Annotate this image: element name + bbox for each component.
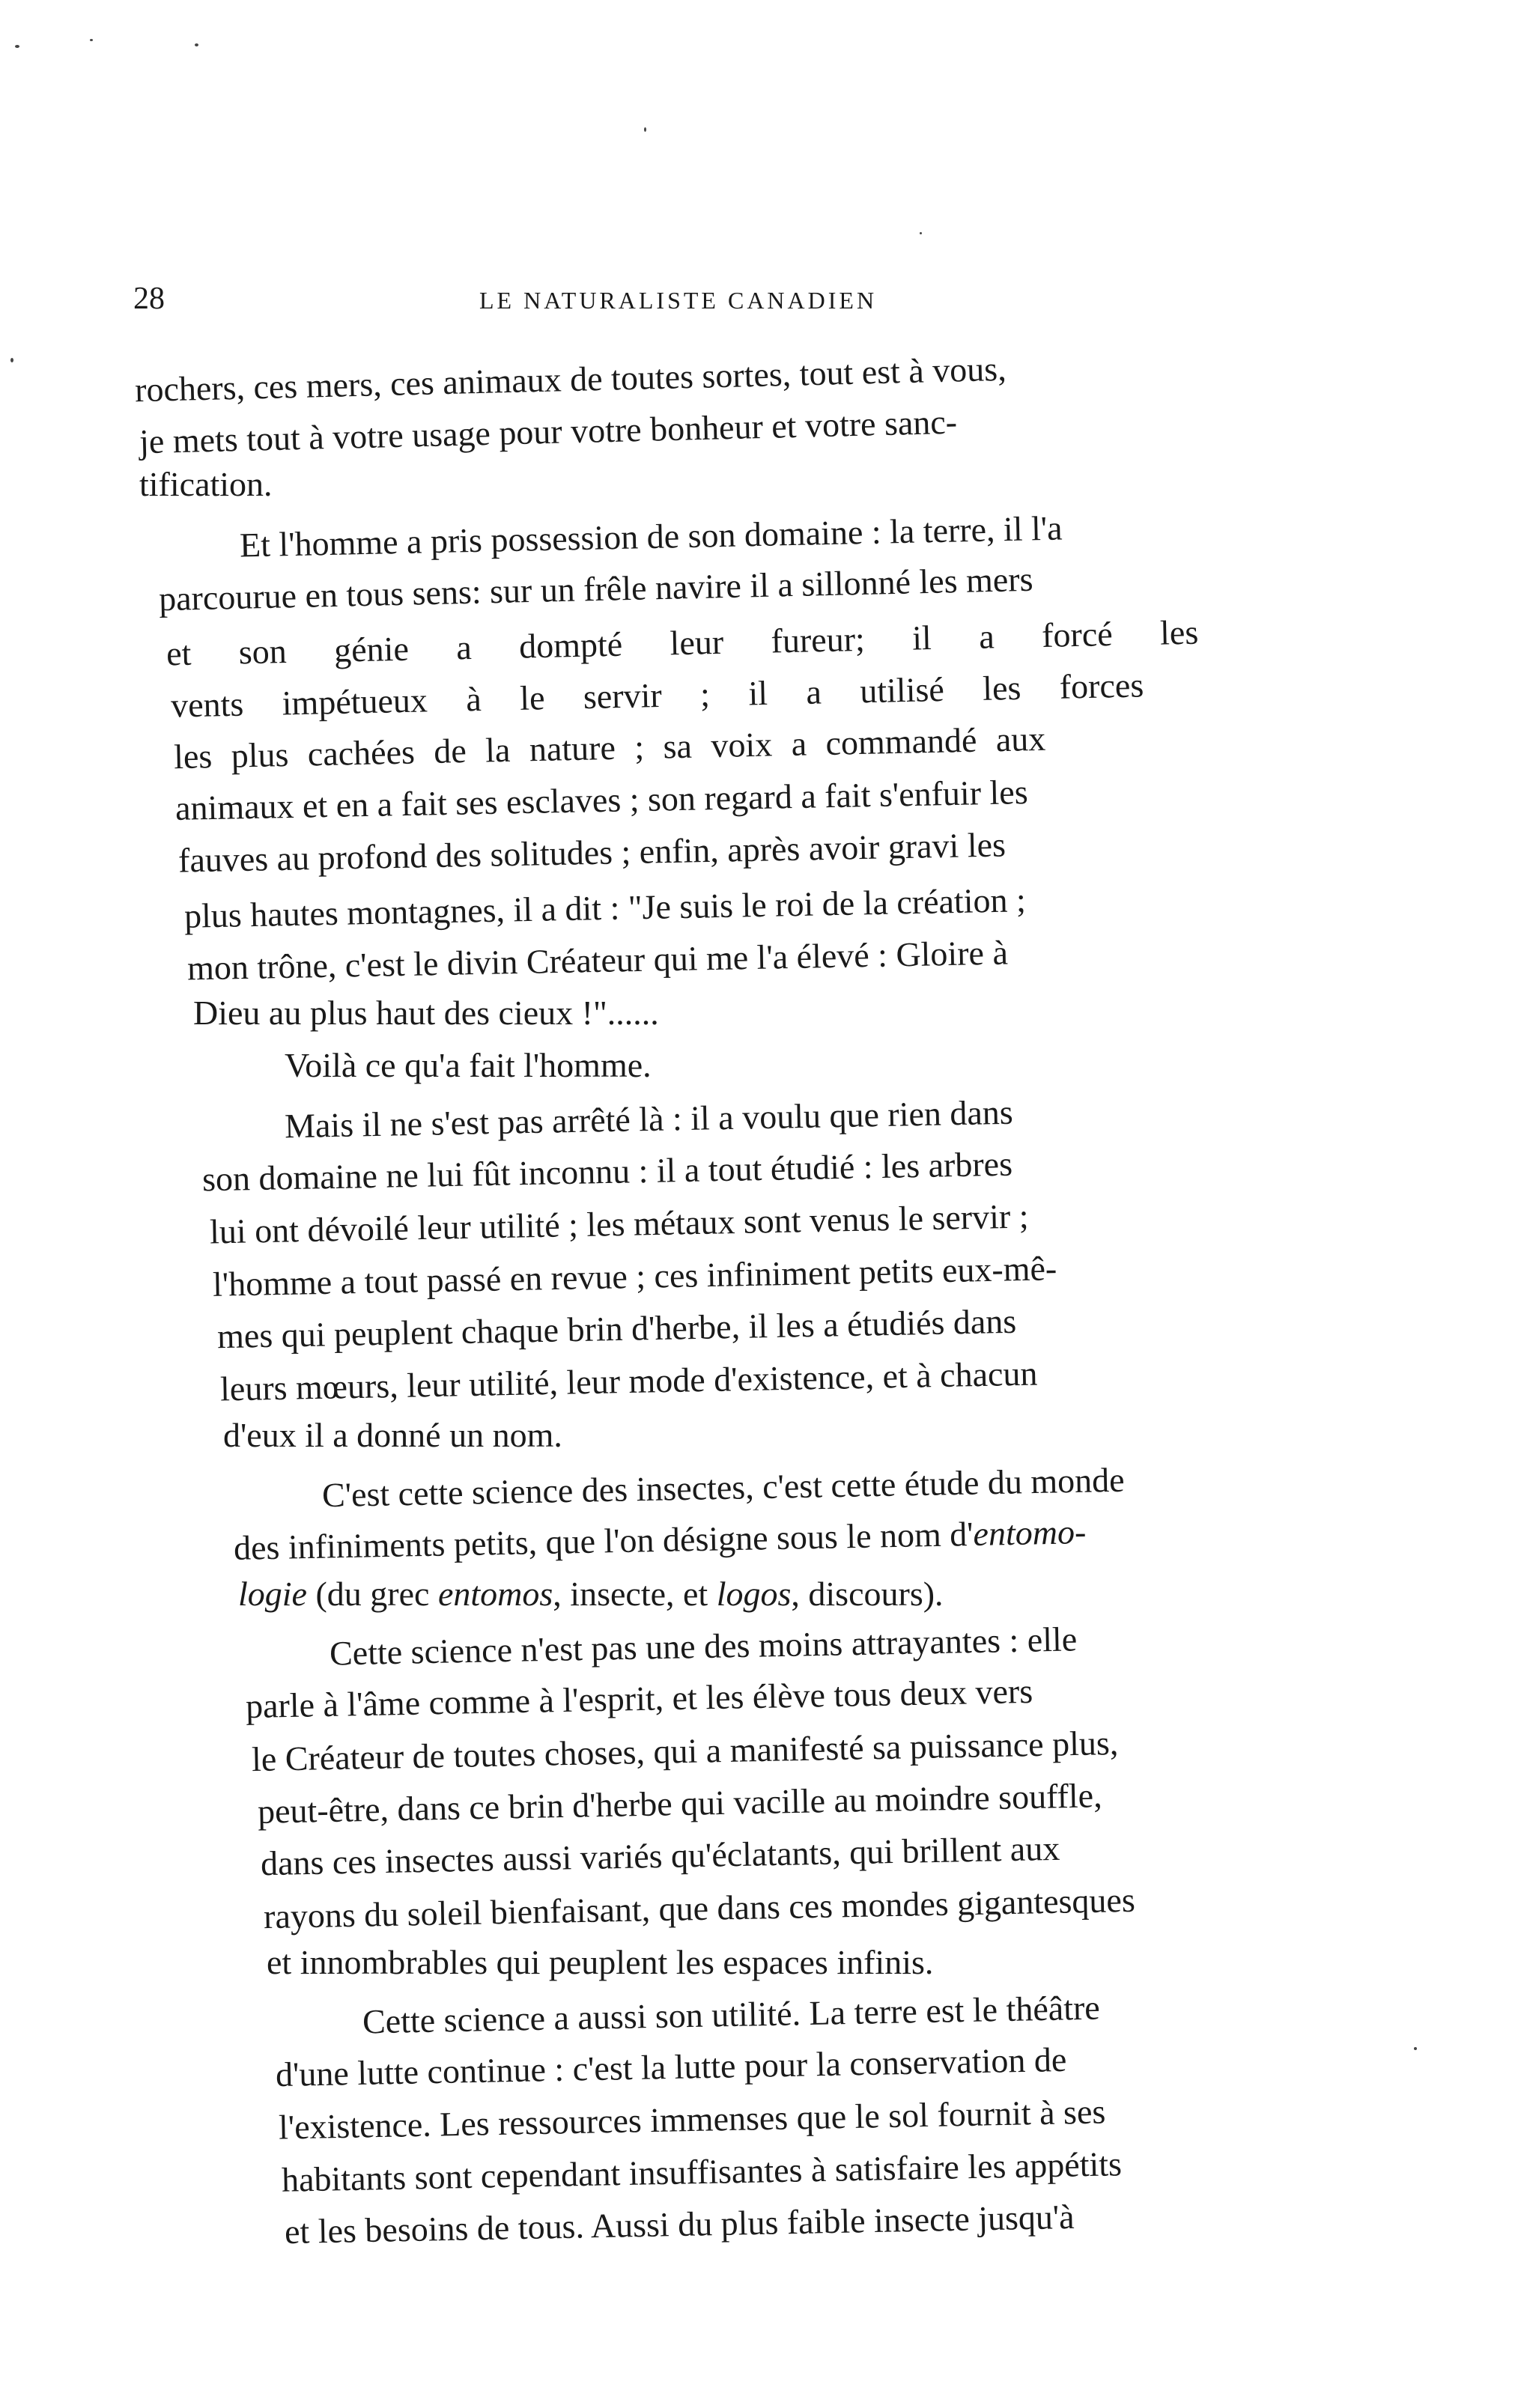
page-number: 28 bbox=[133, 282, 165, 316]
text-line: des infiniments petits, que l'on désigne sous le nom d'entomo- bbox=[233, 1512, 1087, 1567]
text-line: et innombrables qui peuplent les espaces infinis. bbox=[267, 1943, 934, 1981]
text-line: je mets tout à votre usage pour votre bonheur et votre sanc- bbox=[139, 402, 958, 461]
text-line: C'est cette science des insectes, c'est cette étude du monde bbox=[321, 1460, 1125, 1515]
text-line: animaux et en a fait ses esclaves ; son regard a fait s'enfuir les bbox=[174, 773, 1029, 827]
text-line: rayons du soleil bienfaisant, que dans ces mondes gigantesques bbox=[263, 1880, 1136, 1936]
text-line: rochers, ces mers, ces animaux de toutes sortes, tout est à vous, bbox=[134, 349, 1007, 410]
text-line: Cette science a aussi son utilité. La terre est le théâtre bbox=[362, 1988, 1101, 2041]
text-line: son domaine ne lui fût inconnu : il a tout étudié : les arbres bbox=[201, 1144, 1013, 1199]
text-line: Mais il ne s'est pas arrêté là : il a voulu que rien dans bbox=[284, 1092, 1014, 1146]
text-line: dans ces insectes aussi variés qu'éclatants, qui brillent aux bbox=[260, 1828, 1060, 1883]
text-line: le Créateur de toutes choses, qui a manifesté sa puissance plus, bbox=[251, 1723, 1119, 1779]
text-line: et les besoins de tous. Aussi du plus faible insecte jusqu'à bbox=[284, 2197, 1075, 2252]
text-line: et son génie a dompté leur fureur; il a forcé les bbox=[166, 612, 1199, 673]
text-line: mon trône, c'est le divin Créateur qui me l'a élevé : Gloire à bbox=[186, 933, 1009, 988]
text-line: les plus cachées de la nature ; sa voix a commandé aux bbox=[173, 719, 1046, 776]
text-line: d'une lutte continue : c'est la lutte pour la conservation de bbox=[275, 2040, 1067, 2094]
text-line: parle à l'âme comme à l'esprit, et les élève tous deux vers bbox=[245, 1671, 1033, 1726]
text-line: plus hautes montagnes, il a dit : "Je suis le roi de la création ; bbox=[183, 881, 1027, 935]
text-line: lui ont dévoilé leur utilité ; les métaux sont venus le servir ; bbox=[209, 1197, 1029, 1251]
text-line: l'existence. Les ressources immenses que le sol fournit à ses bbox=[278, 2092, 1106, 2147]
text-line: leurs mœurs, leur utilité, leur mode d'existence, et à chacun bbox=[219, 1354, 1038, 1408]
text-line: Dieu au plus haut des cieux !"...... bbox=[193, 994, 659, 1032]
text-line: mes qui peuplent chaque brin d'herbe, il les a étudiés dans bbox=[216, 1301, 1017, 1356]
text-line: l'homme a tout passé en revue ; ces infiniment petits eux-mê- bbox=[212, 1249, 1057, 1304]
text-line: fauves au profond des solitudes ; enfin, après avoir gravi les bbox=[177, 825, 1007, 880]
text-line: vents impétueux à le servir ; il a utilisé les forces bbox=[170, 666, 1144, 725]
text-line: logie (du grec entomos, insecte, et logos, discours). bbox=[238, 1575, 944, 1613]
text-line: Et l'homme a pris possession de son domaine : la terre, il l'a bbox=[239, 508, 1063, 565]
text-line: Voilà ce qu'a fait l'homme. bbox=[285, 1046, 652, 1084]
text-line: d'eux il a donné un nom. bbox=[223, 1416, 562, 1454]
text-line: Cette science n'est pas une des moins attrayantes : elle bbox=[329, 1620, 1078, 1673]
text-line: habitants sont cependant insuffisantes à satisfaire les appétits bbox=[281, 2144, 1123, 2199]
running-title: LE NATURALISTE CANADIEN bbox=[479, 287, 878, 314]
text-line: peut-être, dans ce brin d'herbe qui vacille au moindre souffle, bbox=[257, 1776, 1103, 1831]
text-line: parcourue en tous sens: sur un frêle navire il a sillonné les mers bbox=[158, 559, 1033, 618]
text-line: tification. bbox=[139, 465, 273, 503]
